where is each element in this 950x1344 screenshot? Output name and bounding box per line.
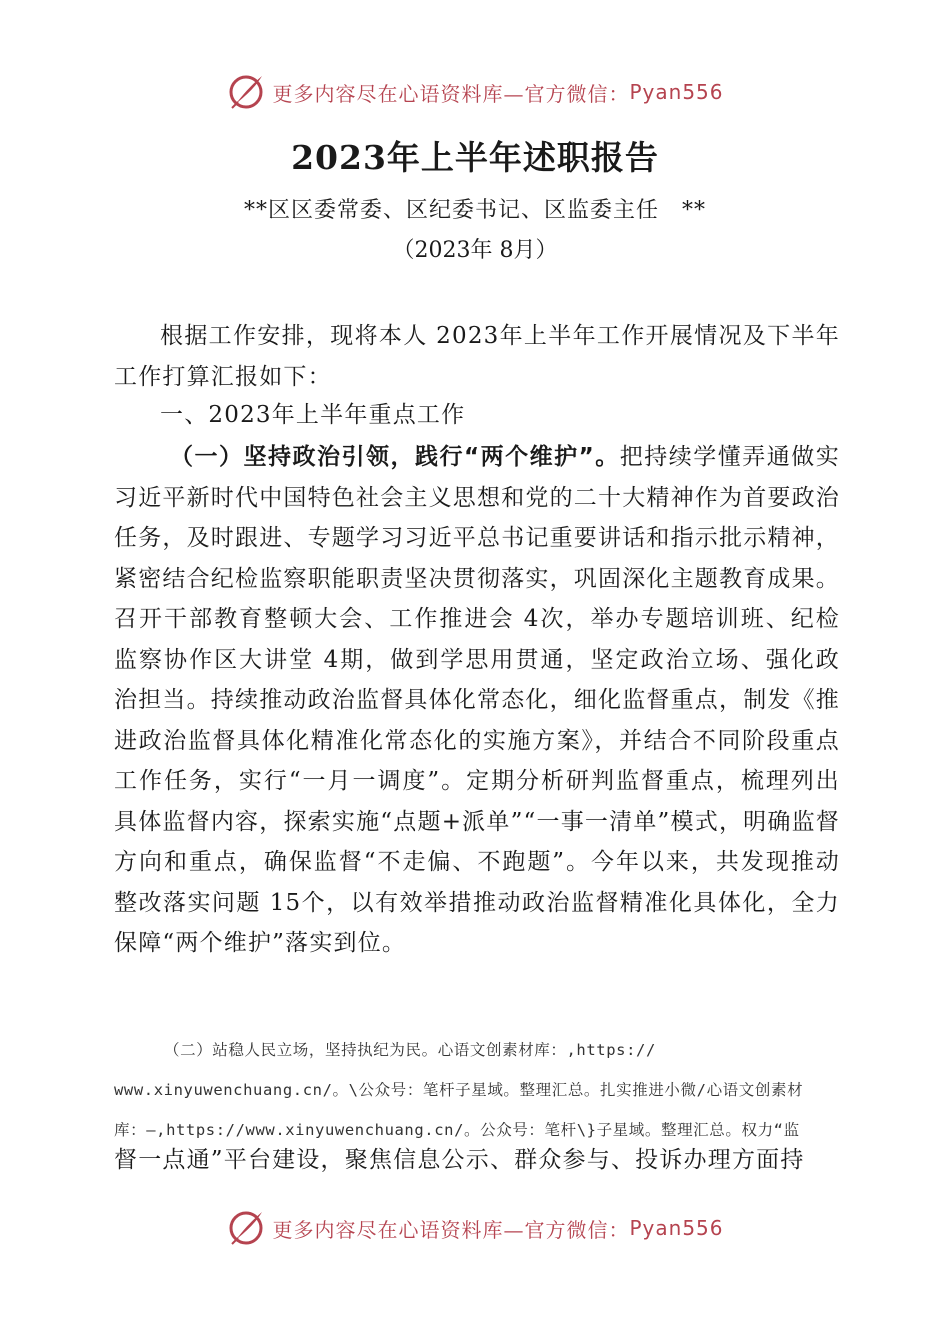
subsection-heading: （一）坚持政治引领，践行“两个维护”。 — [170, 444, 620, 470]
report-author: **区区委常委、区纪委书记、区监委主任 ** — [243, 198, 706, 223]
section-1-paragraph — [114, 437, 840, 964]
report-date: （2023年 8月） — [392, 238, 558, 263]
watermark-text: 更多内容尽在心语资料库—官方微信： — [272, 81, 630, 106]
quill-pen-logo-icon — [226, 1208, 266, 1248]
section-heading: 一、2023年上半年重点工作 — [160, 402, 466, 428]
watermark-text: 更多内容尽在心语资料库—官方微信： — [272, 1217, 630, 1242]
watermark-header — [0, 70, 950, 114]
small-text-line: www.xinyuwenchuang.cn/。\公众号：笔杆子星域。整理汇总。扎实推进小微/心语文创素材 — [114, 1081, 804, 1099]
watermark-code: Pyan556 — [629, 80, 724, 104]
section-2-continuation: 督一点通”平台建设，聚焦信息公示、群众参与、投诉办理方面持 — [114, 1147, 805, 1173]
report-title: 2023年上半年述职报告 — [291, 138, 659, 177]
section-2-small-text — [114, 1030, 864, 1150]
watermark-footer — [0, 1206, 950, 1250]
watermark-code: Pyan556 — [629, 1216, 724, 1240]
quill-pen-logo-icon — [226, 72, 266, 112]
intro-paragraph: 根据工作安排，现将本人 2023年上半年工作开展情况及下半年工作打算汇报如下： — [114, 323, 840, 390]
subsection-body: 把持续学懂弄通做实习近平新时代中国特色社会主义思想和党的二十大精神作为首要政治任务，及时跟进、专题学习习近平总书记重要讲话和指示批示精神，紧密结合纪检监察职能职责坚决贯彻落实，巩固深化主题教育成果。召开干部教育整顿大会、工作推进会 4次，举办专题培训班、纪检监察协作区大讲堂 4期，做到学思用贯通，坚定政治立场、强化政治担当。持续推动政治监督具体化常态化，细化监督重点，制发《推进政治监督具体化精准化常态化的实施方案》，并结合不同阶段重点工作任务，实行“一月一调度”。定期分析研判监督重点，梳理列出具体监督内容，探索实施“点题+派单”“一事一清单”模式，明确监督方向和重点，确保监督“不走偏、不跑题”。今年以来，共发现推动整改落实问题 15个，以有效举措推动政治监督精准化具体化，全力保障“两个维护”落实到位。 — [114, 444, 840, 956]
small-text-line: （二）站稳人民立场，坚持执纪为民。心语文创素材库：,https:// — [164, 1041, 656, 1059]
small-text-line: 库：—,https://www.xinyuwenchuang.cn/。公众号：笔杆\}子星域。整理汇总。权力“监 — [114, 1121, 800, 1139]
